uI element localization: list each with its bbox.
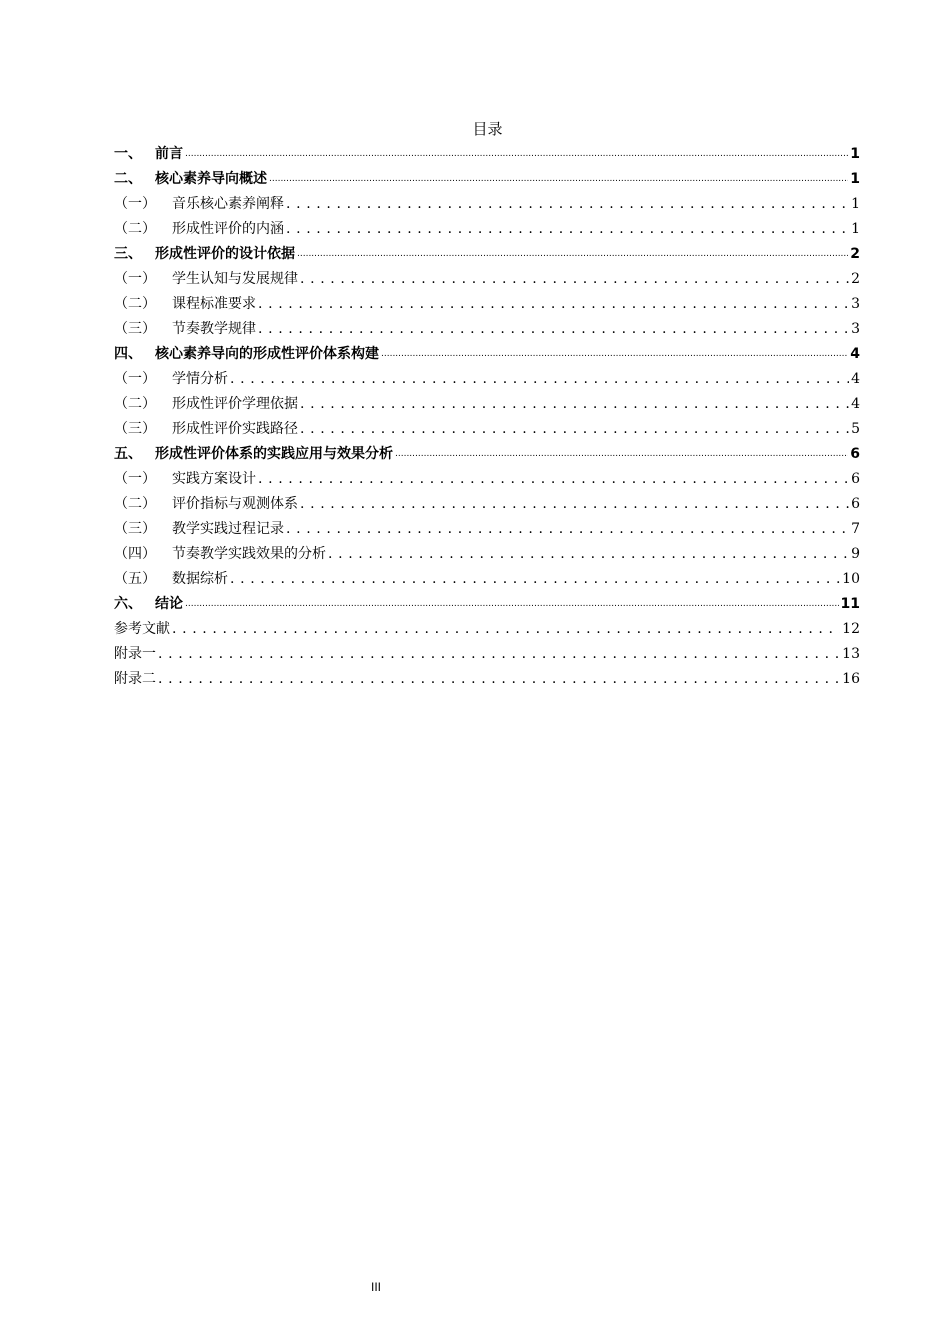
toc-entry-title: 教学实践过程记录 — [172, 521, 284, 537]
dot-leader — [185, 592, 839, 617]
toc-entry-page: 12 — [842, 621, 860, 637]
toc-entry[interactable] — [114, 267, 860, 292]
dot-leader — [395, 442, 848, 467]
toc-entry-title: 附录一 — [114, 646, 156, 662]
dot-leader — [286, 192, 849, 217]
toc-entry[interactable] — [114, 467, 860, 492]
toc-entry-title: 节奏教学规律 — [172, 321, 256, 337]
toc-entry-page: 16 — [842, 671, 860, 687]
toc-entry[interactable] — [114, 592, 860, 617]
dot-leader — [328, 542, 849, 567]
toc-entry-title: 课程标准要求 — [172, 296, 256, 312]
dot-leader — [172, 617, 840, 642]
toc-entry[interactable] — [114, 167, 860, 192]
toc-entry[interactable] — [114, 542, 860, 567]
toc-entry-number: （二） — [114, 496, 156, 512]
toc-entry-title: 核心素养导向的形成性评价体系构建 — [155, 346, 379, 362]
toc-entry-title: 形成性评价的内涵 — [172, 221, 284, 237]
toc-entry-title: 评价指标与观测体系 — [172, 496, 298, 512]
toc-entry-title: 形成性评价学理依据 — [172, 396, 298, 412]
toc-entry-page: 1 — [851, 196, 860, 212]
toc-title: 目录 — [472, 120, 503, 138]
toc-entry-number: （一） — [114, 471, 156, 487]
toc-entry[interactable] — [114, 342, 860, 367]
toc-entry[interactable] — [114, 567, 860, 592]
dot-leader — [300, 267, 849, 292]
toc-entry-number: （三） — [114, 421, 156, 437]
dot-leader — [297, 242, 848, 267]
dot-leader — [286, 217, 849, 242]
dot-leader — [258, 292, 849, 317]
toc-entry-page: 11 — [840, 596, 860, 612]
toc-entry-page: 3 — [851, 321, 860, 337]
dot-leader — [258, 317, 849, 342]
toc-entry-page: 6 — [850, 446, 860, 462]
toc-entry-number: （四） — [114, 546, 156, 562]
toc-entry-page: 1 — [850, 146, 860, 162]
dot-leader — [185, 142, 848, 167]
toc-entry-title: 学生认知与发展规律 — [172, 271, 298, 287]
dot-leader — [286, 517, 849, 542]
toc-entry-number: 一、 — [114, 146, 142, 162]
toc-entry[interactable] — [114, 217, 860, 242]
toc-entry[interactable] — [114, 142, 860, 167]
toc-entry-title: 前言 — [155, 146, 183, 162]
table-of-contents — [114, 142, 860, 692]
toc-entry-page: 2 — [850, 246, 860, 262]
toc-entry-title: 形成性评价实践路径 — [172, 421, 298, 437]
toc-entry-page: 4 — [851, 396, 860, 412]
toc-entry-number: （一） — [114, 196, 156, 212]
toc-entry[interactable] — [114, 192, 860, 217]
toc-entry[interactable] — [114, 517, 860, 542]
toc-entry-number: （一） — [114, 371, 156, 387]
toc-entry-number: 二、 — [114, 171, 142, 187]
toc-entry-page: 7 — [851, 521, 860, 537]
toc-entry-number: （二） — [114, 296, 156, 312]
toc-entry-title: 核心素养导向概述 — [155, 171, 267, 187]
toc-entry-page: 9 — [851, 546, 860, 562]
toc-entry-title: 节奏教学实践效果的分析 — [172, 546, 326, 562]
toc-entry-number: （一） — [114, 271, 156, 287]
toc-entry[interactable] — [114, 617, 860, 642]
toc-entry-page: 1 — [851, 221, 860, 237]
toc-entry-number: 三、 — [114, 246, 142, 262]
dot-leader — [300, 392, 849, 417]
toc-entry[interactable] — [114, 442, 860, 467]
toc-entry[interactable] — [114, 317, 860, 342]
toc-entry-page: 1 — [850, 171, 860, 187]
dot-leader — [158, 667, 840, 692]
toc-entry-page: 3 — [851, 296, 860, 312]
dot-leader — [258, 467, 849, 492]
toc-entry-number: （五） — [114, 571, 156, 587]
toc-entry-title: 结论 — [155, 596, 183, 612]
toc-entry-title: 数据综析 — [172, 571, 228, 587]
toc-entry-number: 五、 — [114, 446, 142, 462]
toc-entry-number: 四、 — [114, 346, 142, 362]
toc-entry[interactable] — [114, 667, 860, 692]
toc-entry-title: 附录二 — [114, 671, 156, 687]
dot-leader — [300, 492, 849, 517]
toc-entry-title: 参考文献 — [114, 621, 170, 637]
toc-entry-number: （三） — [114, 321, 156, 337]
toc-entry-page: 10 — [842, 571, 860, 587]
toc-entry-page: 5 — [851, 421, 860, 437]
toc-entry-number: （二） — [114, 396, 156, 412]
dot-leader — [230, 367, 849, 392]
toc-entry[interactable] — [114, 367, 860, 392]
toc-entry-number: 六、 — [114, 596, 142, 612]
dot-leader — [158, 642, 840, 667]
toc-entry[interactable] — [114, 492, 860, 517]
toc-entry[interactable] — [114, 642, 860, 667]
page-number-footer: III — [371, 1280, 382, 1294]
toc-entry-page: 6 — [851, 496, 860, 512]
toc-entry-title: 形成性评价体系的实践应用与效果分析 — [155, 446, 393, 462]
dot-leader — [269, 167, 848, 192]
toc-entry-number: （二） — [114, 221, 156, 237]
toc-entry-page: 4 — [851, 371, 860, 387]
toc-entry-number: （三） — [114, 521, 156, 537]
toc-entry-page: 4 — [850, 346, 860, 362]
toc-entry-title: 音乐核心素养阐释 — [172, 196, 284, 212]
toc-entry-title: 学情分析 — [172, 371, 228, 387]
toc-entry-page: 2 — [851, 271, 860, 287]
toc-entry-page: 6 — [851, 471, 860, 487]
toc-entry-page: 13 — [842, 646, 860, 662]
toc-entry-title: 实践方案设计 — [172, 471, 256, 487]
dot-leader — [230, 567, 840, 592]
toc-entry[interactable] — [114, 417, 860, 442]
toc-entry-title: 形成性评价的设计依据 — [155, 246, 295, 262]
toc-entry[interactable] — [114, 392, 860, 417]
toc-entry[interactable] — [114, 292, 860, 317]
dot-leader — [381, 342, 848, 367]
dot-leader — [300, 417, 849, 442]
toc-entry[interactable] — [114, 242, 860, 267]
